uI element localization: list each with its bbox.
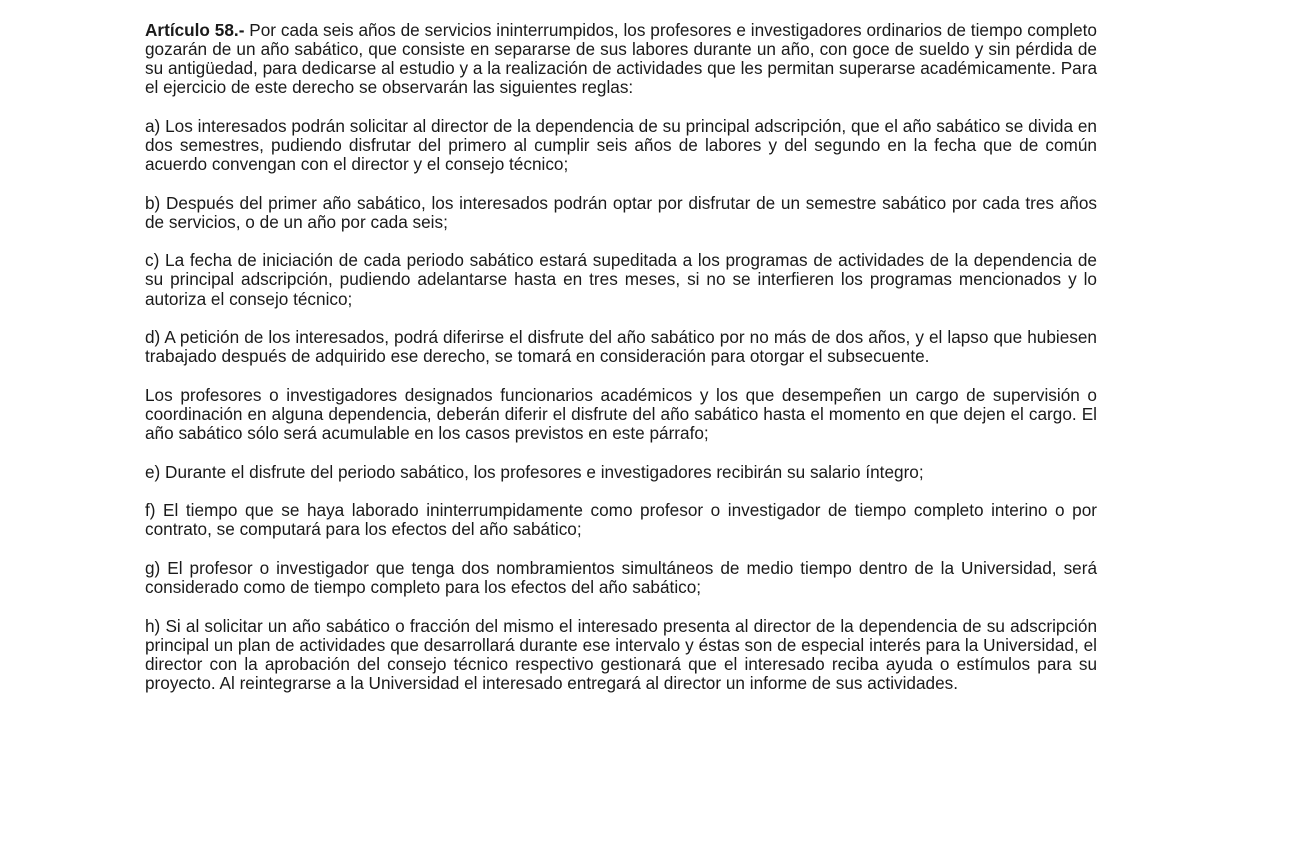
paragraph-funcionarios: Los profesores o investigadores designados funcionarios académicos y los que desempeñen un cargo de supervisión o coordinación en alguna dependencia, deberán diferir el disfrute del año sabático hasta el momento en que dejen el cargo. El año sabático sólo será acumulable en los casos previstos en este párrafo;	[145, 384, 1097, 443]
article-intro-text: Por cada seis años de servicios ininterrumpidos, los profesores e investigadores ordinarios de tiempo completo gozarán de un año sabático, que consiste en separarse de sus labores durante un año, con goce de sueldo y sin pérdida de su antigüedad, para dedicarse al estudio y a la realización de actividades que les permitan superarse académicamente. Para el ejercicio de este derecho se observarán las siguientes reglas:	[145, 20, 1097, 98]
paragraph-g: g) El profesor o investigador que tenga dos nombramientos simultáneos de medio tiempo dentro de la Universidad, será considerado como de tiempo completo para los efectos del año sabático;	[145, 557, 1097, 597]
article-intro-paragraph	[145, 21, 1097, 97]
paragraph-h: h) Si al solicitar un año sabático o fracción del mismo el interesado presenta al director de la dependencia de su adscripción principal un plan de actividades que desarrollará durante ese intervalo y éstas son de especial interés para la Universidad, el director con la aprobación del consejo técnico respectivo gestionará que el interesado reciba ayuda o estímulos para su proyecto. Al reintegrarse a la Universidad el interesado entregará al director un informe de sus actividades.	[145, 615, 1097, 693]
paragraph-b: b) Después del primer año sabático, los interesados podrán optar por disfrutar de un semestre sabático por cada tres años de servicios, o de un año por cada seis;	[145, 192, 1097, 232]
article-title: Artículo 58.-	[145, 20, 245, 40]
paragraph-c: c) La fecha de iniciación de cada periodo sabático estará supeditada a los programas de actividades de la dependencia de su principal adscripción, pudiendo adelantarse hasta en tres meses, si no se interfieren los programas mencionados y lo autoriza el consejo técnico;	[145, 250, 1097, 309]
paragraph-f: f) El tiempo que se haya laborado ininterrumpidamente como profesor o investigador de tiempo completo interino o por contrato, se computará para los efectos del año sabático;	[145, 500, 1097, 540]
article-text	[145, 21, 1097, 693]
paragraph-a: a) Los interesados podrán solicitar al director de la dependencia de su principal adscripción, que el año sabático se divida en dos semestres, pudiendo disfrutar del primero al cumplir seis años de labores y del segundo en la fecha que de común acuerdo convengan con el director y el consejo técnico;	[145, 115, 1097, 175]
paragraph-d: d) A petición de los interesados, podrá diferirse el disfrute del año sabático por no más de dos años, y el lapso que hubiesen trabajado después de adquirido ese derecho, se tomará en consideración para otorgar el subsecuente.	[145, 327, 1097, 367]
paragraph-e: e) Durante el disfrute del periodo sabático, los profesores e investigadores recibirán su salario íntegro;	[145, 461, 924, 482]
